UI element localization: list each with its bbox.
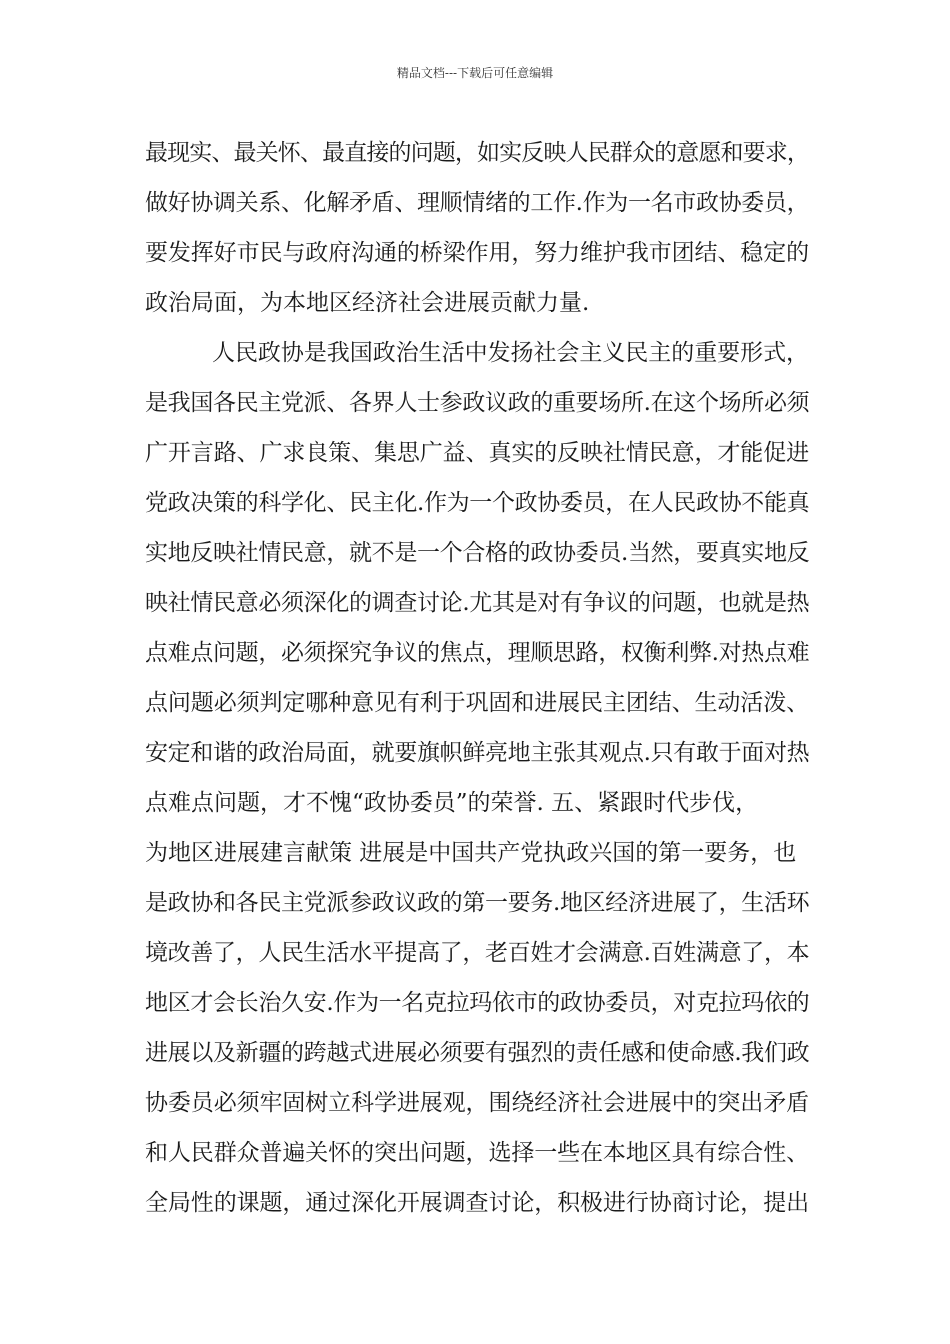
text-line: 进展以及新疆的跨越式进展必须要有强烈的责任感和使命感.我们政	[145, 1040, 810, 1066]
text-line: 协委员必须牢固树立科学进展观，围绕经济社会进展中的突出矛盾	[145, 1090, 810, 1116]
text-line: 人民政协是我国政治生活中发扬社会主义民主的重要形式，	[212, 340, 810, 366]
text-line: 是政协和各民主党派参政议政的第一要务.地区经济进展了，生活环	[145, 890, 810, 916]
text-line: 全局性的课题，通过深化开展调查讨论，积极进行协商讨论，提出	[145, 1190, 810, 1216]
text-line: 要发挥好市民与政府沟通的桥梁作用，努力维护我市团结、稳定的	[145, 240, 810, 266]
text-line: 为地区进展建言献策 进展是中国共产党执政兴国的第一要务，也	[145, 840, 797, 866]
text-line: 实地反映社情民意，就不是一个合格的政协委员.当然，要真实地反	[145, 540, 810, 566]
page-header: 精品文档---下载后可任意编辑	[396, 66, 554, 80]
text-line: 是我国各民主党派、各界人士参政议政的重要场所.在这个场所必须	[145, 390, 810, 416]
body-text	[145, 128, 809, 1228]
text-line: 点问题必须判定哪种意见有利于巩固和进展民主团结、生动活泼、	[145, 690, 810, 716]
text-line: 地区才会长治久安.作为一名克拉玛依市的政协委员，对克拉玛依的	[145, 990, 810, 1016]
text-line: 政治局面，为本地区经济社会进展贡献力量.	[145, 290, 590, 316]
text-line: 境改善了，人民生活水平提高了，老百姓才会满意.百姓满意了，本	[145, 940, 810, 966]
text-line: 点难点问题，才不愧“政协委员”的荣誉. 五、紧跟时代步伐，	[145, 790, 759, 816]
text-line: 和人民群众普遍关怀的突出问题，选择一些在本地区具有综合性、	[145, 1140, 810, 1166]
text-line: 做好协调关系、化解矛盾、理顺情绪的工作.作为一名市政协委员，	[145, 190, 810, 216]
text-line: 最现实、最关怀、最直接的问题，如实反映人民群众的意愿和要求，	[145, 140, 810, 166]
text-line: 点难点问题，必须探究争议的焦点，理顺思路，权衡利弊.对热点难	[145, 640, 810, 666]
text-line: 安定和谐的政治局面，就要旗帜鲜亮地主张其观点.只有敢于面对热	[145, 740, 810, 766]
text-line: 党政决策的科学化、民主化.作为一个政协委员，在人民政协不能真	[145, 490, 810, 516]
text-line: 广开言路、广求良策、集思广益、真实的反映社情民意，才能促进	[145, 440, 810, 466]
text-line: 映社情民意必须深化的调查讨论.尤其是对有争议的问题，也就是热	[145, 590, 810, 616]
